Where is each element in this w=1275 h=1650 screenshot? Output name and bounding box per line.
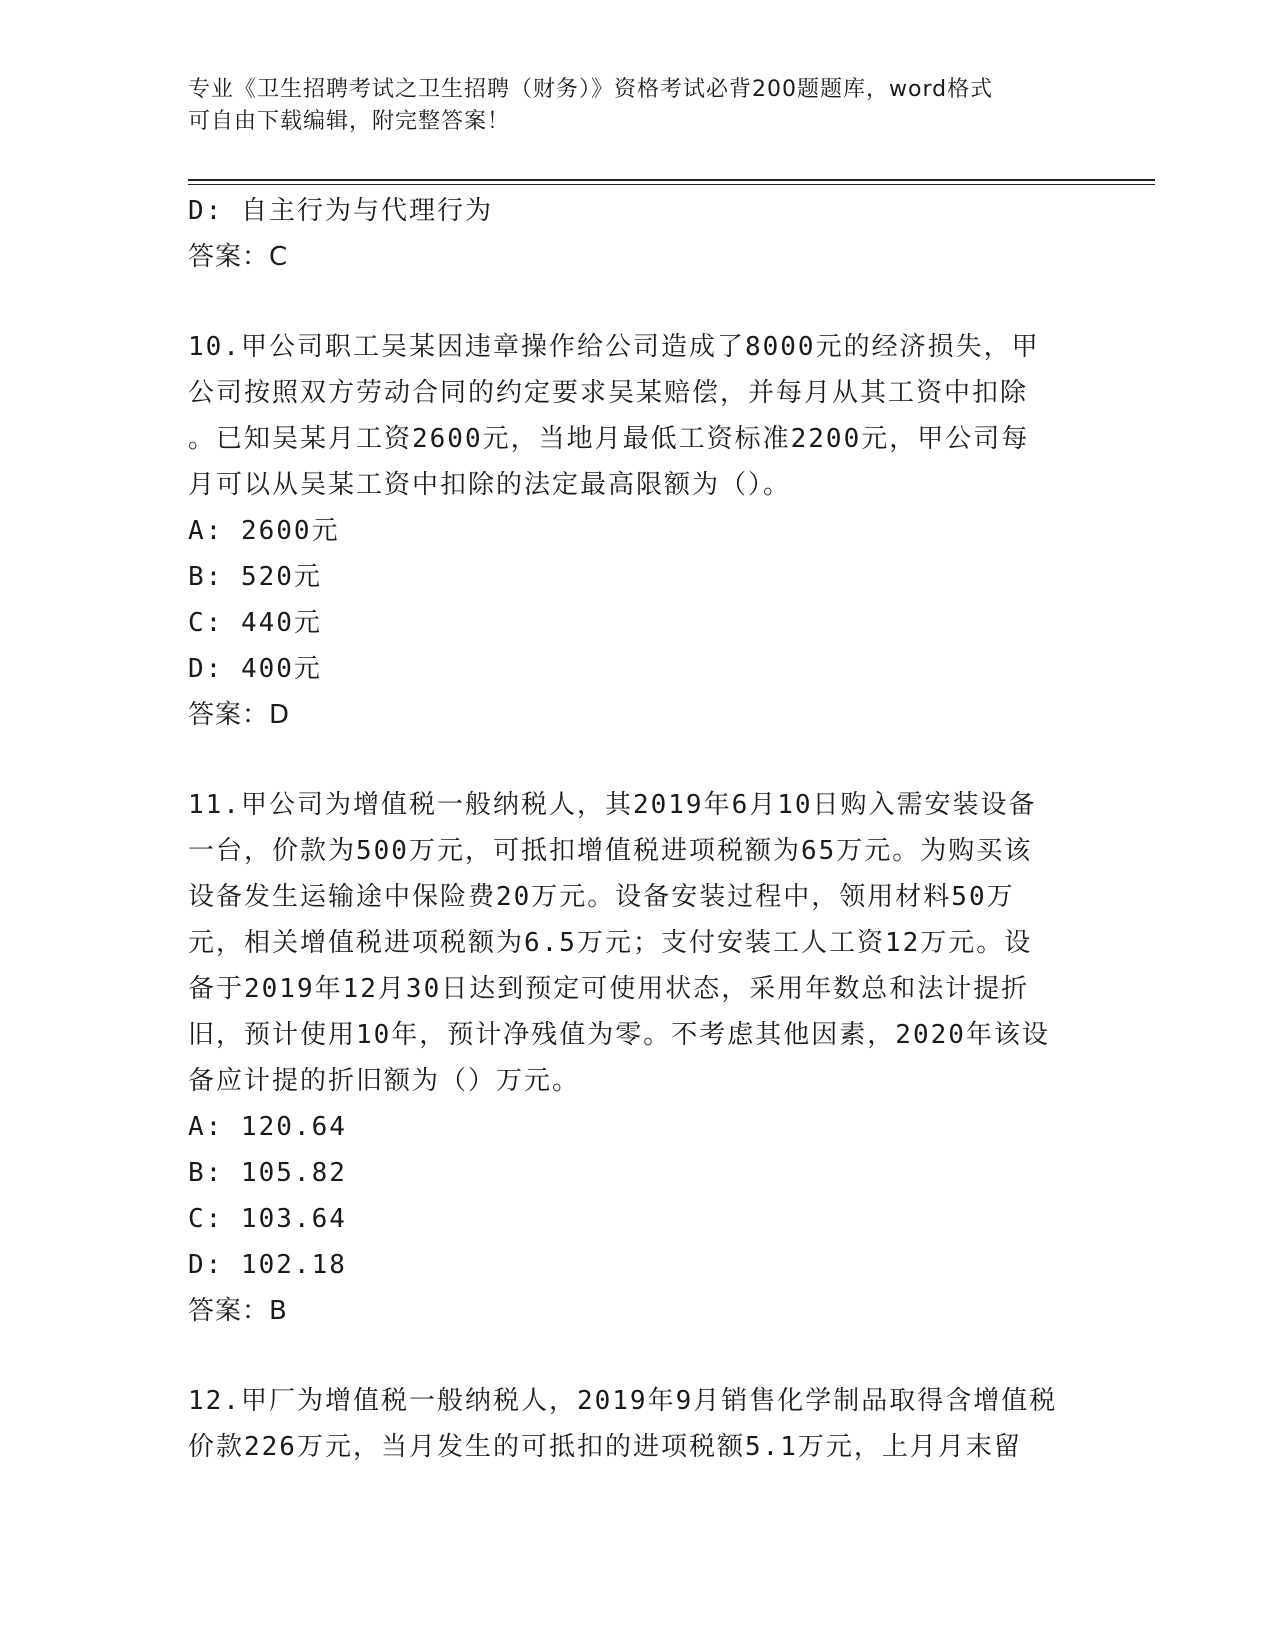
option-d: D: 102.18 bbox=[188, 1250, 347, 1280]
question-11 bbox=[188, 782, 1088, 1334]
document-header bbox=[188, 74, 1088, 138]
header-line-2: 可自由下载编辑，附完整答案！ bbox=[188, 109, 511, 134]
answer-line: 答案：C bbox=[188, 242, 289, 272]
question-text-line: 公司按照双方劳动合同的约定要求吴某赔偿，并每月从其工资中扣除 bbox=[188, 378, 1029, 408]
option-d: D: 400元 bbox=[188, 654, 322, 684]
question-text-line: 备应计提的折旧额为（）万元。 bbox=[188, 1066, 581, 1096]
question-text-line: 。已知吴某月工资2600元，当地月最低工资标准2200元，甲公司每 bbox=[188, 424, 1030, 454]
question-content bbox=[188, 188, 1088, 1470]
option-d: D: 自主行为与代理行为 bbox=[188, 196, 493, 226]
answer-line: 答案：D bbox=[188, 700, 291, 730]
question-text-line: 10.甲公司职工吴某因违章操作给公司造成了8000元的经济损失，甲 bbox=[188, 332, 1040, 362]
question-text-line: 旧，预计使用10年，预计净残值为零。不考虑其他因素，2020年该设 bbox=[188, 1020, 1050, 1050]
question-text-line: 备于2019年12月30日达到预定可使用状态，采用年数总和法计提折 bbox=[188, 974, 1030, 1004]
question-12 bbox=[188, 1378, 1088, 1470]
question-text-line: 11.甲公司为增值税一般纳税人，其2019年6月10日购入需安装设备 bbox=[188, 790, 1037, 820]
header-line-1: 专业《卫生招聘考试之卫生招聘（财务）》资格考试必背200题题库，word格式 bbox=[188, 77, 994, 102]
answer-line: 答案：B bbox=[188, 1296, 288, 1326]
question-text-line: 12.甲厂为增值税一般纳税人，2019年9月销售化学制品取得含增值税 bbox=[188, 1386, 1058, 1416]
option-c: C: 440元 bbox=[188, 608, 322, 638]
option-b: B: 520元 bbox=[188, 562, 322, 592]
header-divider-thick bbox=[188, 179, 1155, 181]
question-text-line: 价款226万元，当月发生的可抵扣的进项税额5.1万元，上月月末留 bbox=[188, 1432, 1022, 1462]
header-divider-thin bbox=[188, 184, 1155, 185]
question-text-line: 月可以从吴某工资中扣除的法定最高限额为（）。 bbox=[188, 470, 792, 500]
question-text-line: 设备发生运输途中保险费20万元。设备安装过程中，领用材料50万 bbox=[188, 882, 1015, 912]
question-10 bbox=[188, 324, 1088, 738]
option-c: C: 103.64 bbox=[188, 1204, 347, 1234]
question-9-tail bbox=[188, 188, 1088, 280]
option-a: A: 2600元 bbox=[188, 516, 340, 546]
option-a: A: 120.64 bbox=[188, 1112, 347, 1142]
question-text-line: 元，相关增值税进项税额为6.5万元；支付安装工人工资12万元。设 bbox=[188, 928, 1033, 958]
option-b: B: 105.82 bbox=[188, 1158, 347, 1188]
question-text-line: 一台，价款为500万元，可抵扣增值税进项税额为65万元。为购买该 bbox=[188, 836, 1033, 866]
